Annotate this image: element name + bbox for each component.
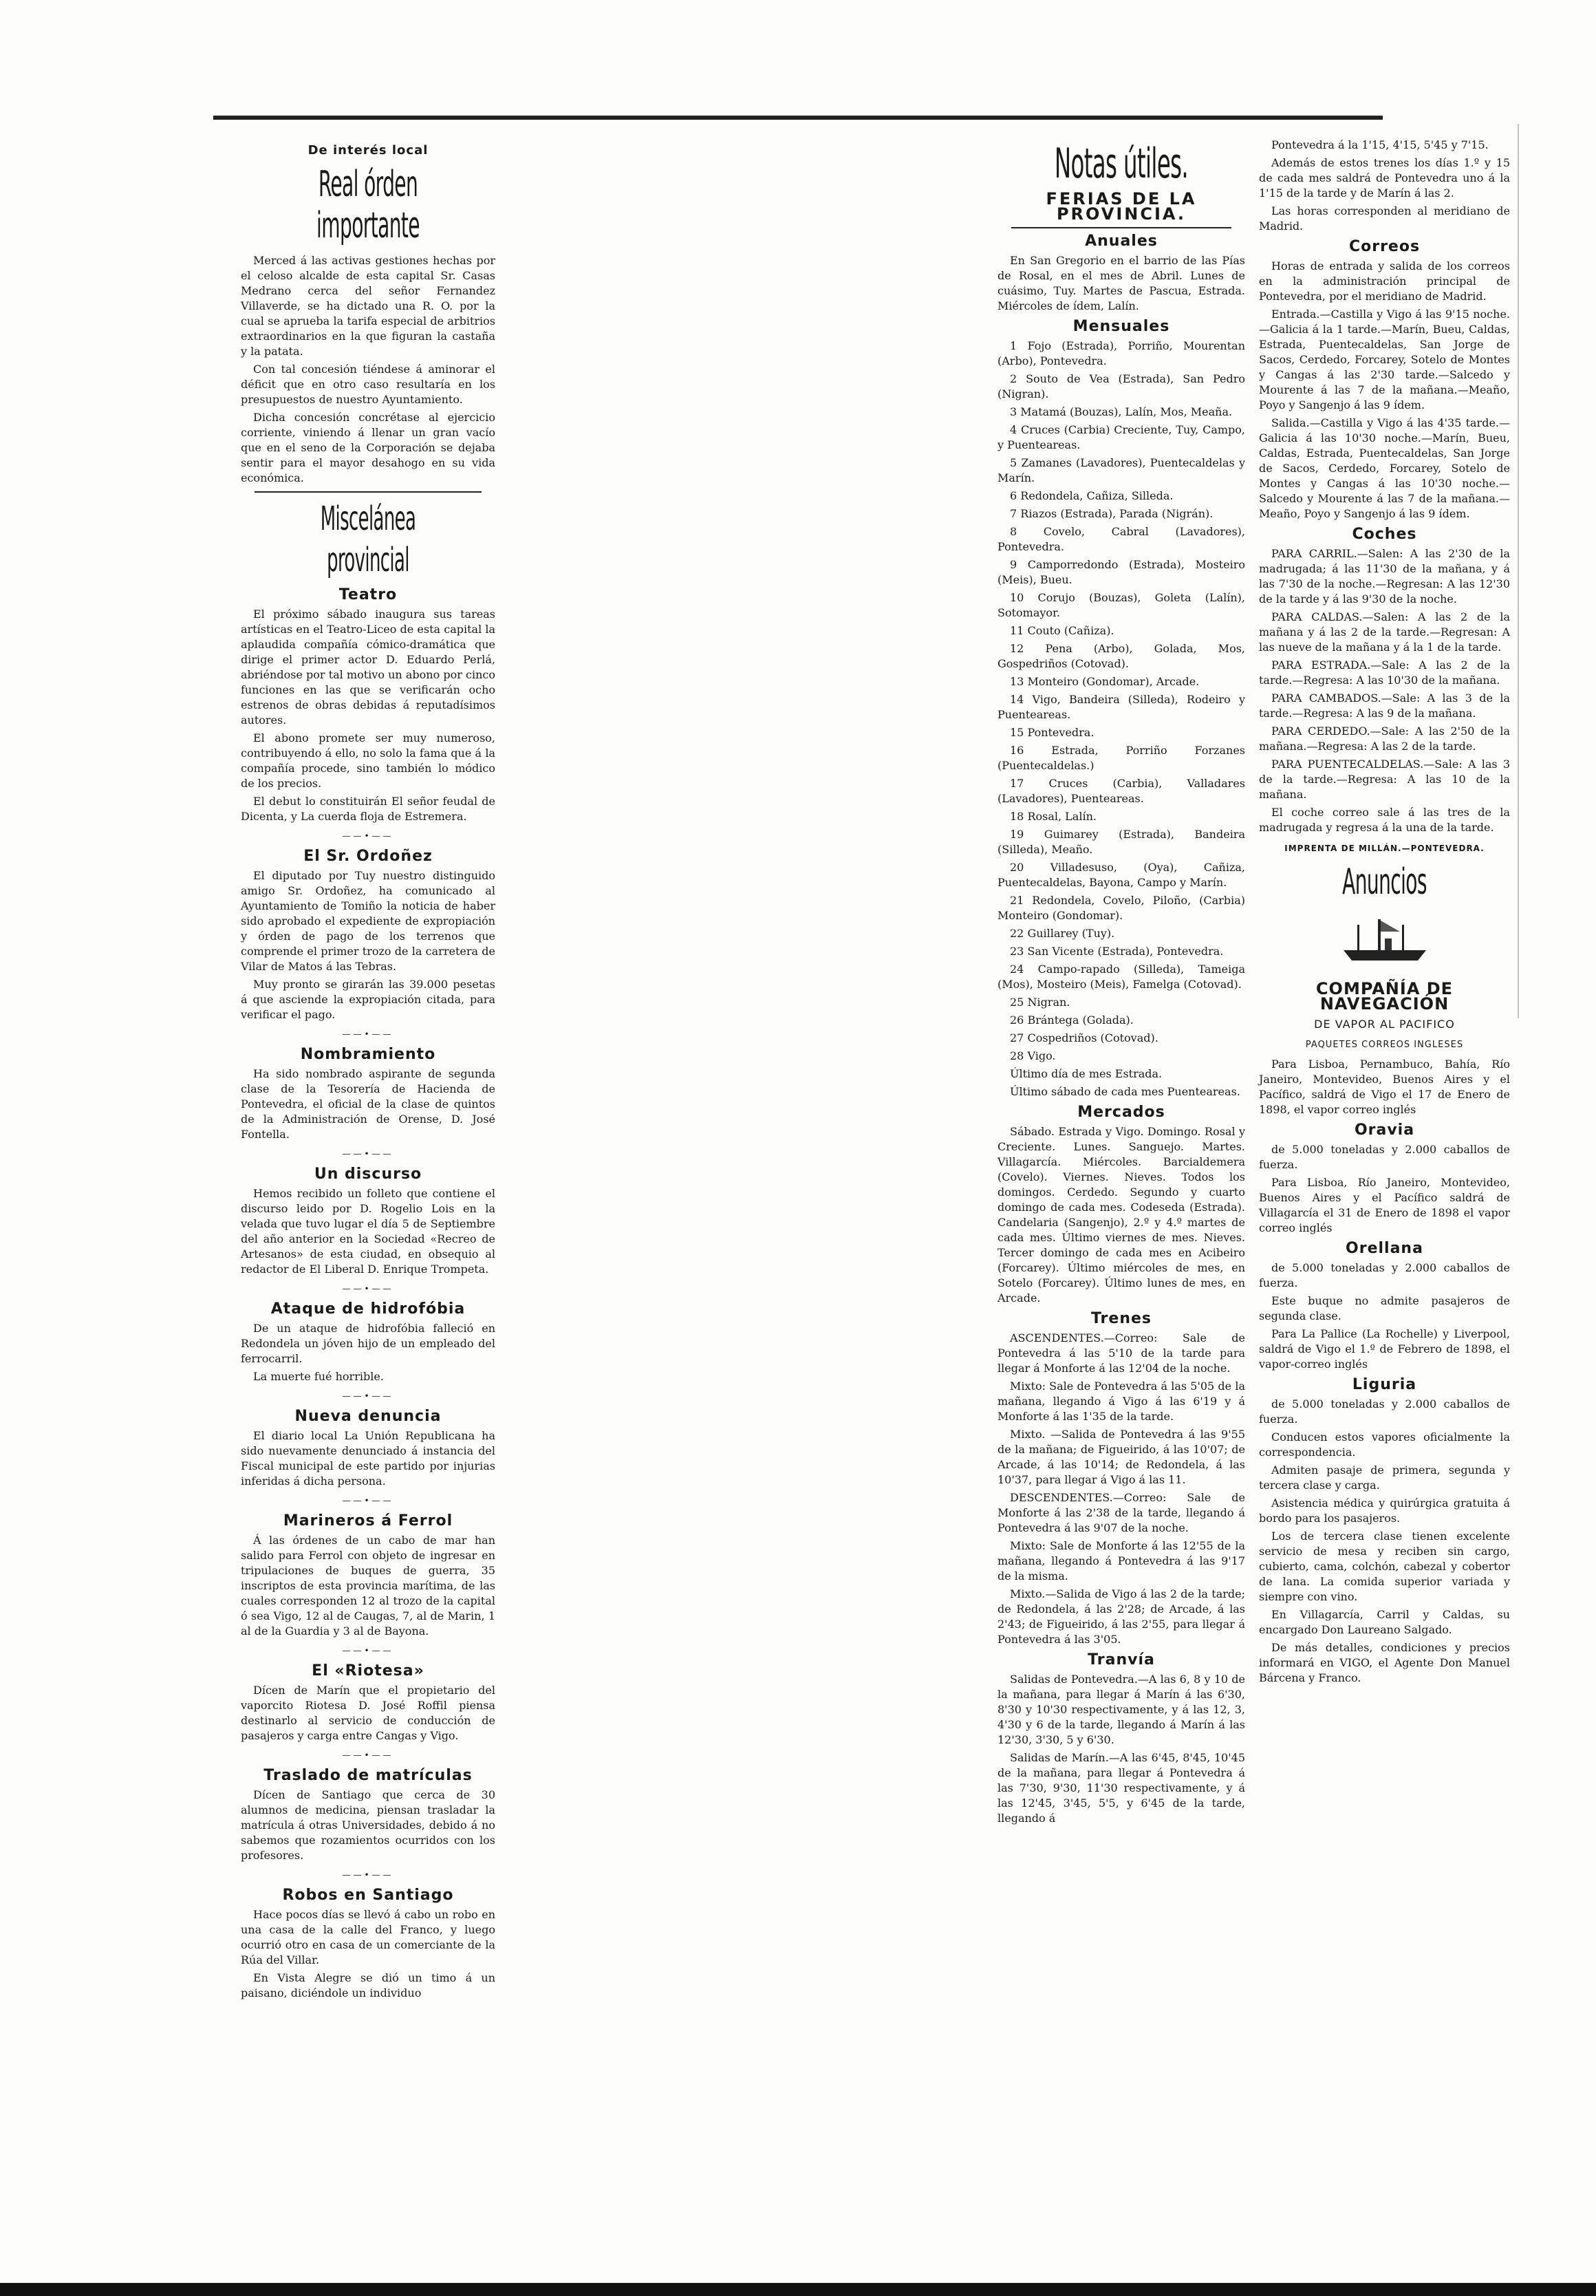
paquetes-note: PAQUETES CORREOS INGLESES [1305,1040,1464,1050]
ship-name-liguria: Liguria [1352,1376,1417,1393]
subheading-mensuales: Mensuales [1072,318,1170,335]
paragraph: Las horas corresponden al meridiano de Madrid. [1259,204,1510,233]
paragraph: El debut lo constituirán El señor feudal de Dicenta, y La cuerda floja de Estremera. [241,795,495,823]
paragraph: ASCENDENTES.—Correo: Sale de Pontevedra á las 5'10 de la tarde para llegar á Monforte á las 12'04 de la noche. [998,1331,1245,1375]
ferias-list [998,339,1245,1099]
feria-item: 13 Monteiro (Gondomar), Arcade. [1010,675,1200,688]
paragraph: Hemos recibido un folleto que contiene el discurso leido por D. Rogelio Lois en la velada que tuvo lugar el día 5 de Septiembre del año anterior en la Sociedad «Recreo de Artesanos» de esta ciudad, en obsequio al redactor de El Liberal D. Enrique Trompeta. [241,1187,495,1276]
feria-item: 7 Riazos (Estrada), Parada (Nigrán). [1010,507,1214,520]
feria-item: 12 Pena (Arbo), Golada, Mos, Gospedriños (Cotovad). [998,642,1245,670]
subheading-denuncia: Nueva denuncia [294,1408,442,1425]
compania-title: COMPAÑÍA DE NAVEGACIÓN [1315,979,1454,1013]
compania-subtitle: DE VAPOR AL PACIFICO [1314,1018,1455,1031]
paragraph: Dicha concesión concrétase al ejercicio corriente, viniendo á llenar un gran vacío que en el seno de la Corporación se dejaba sentir para el mayor desahogo en su vida económica. [241,411,495,484]
divider [1011,227,1231,228]
column-1 [241,138,495,2004]
ship-name-orellana: Orellana [1346,1240,1423,1257]
subheading-ferias: FERIAS DE LA PROVINCIA. [1046,189,1197,224]
paragraph: Muy pronto se girarán las 39.000 pesetas á que asciende la expropiación citada, para verificar el pago. [241,978,495,1021]
paragraph: PARA PUENTECALDELAS.—Sale: A las 3 de la tarde.—Regresa: A las 10 de la mañana. [1259,758,1510,801]
paragraph: Dícen de Marín que el propietario del vaporcito Riotesa D. José Roffil piensa destinarlo al servicio de conducción de pasajeros y carga entre Cangas y Vigo. [241,1684,495,1742]
ornament-divider: ——•—— [342,831,394,841]
paragraph: De un ataque de hidrofóbia falleció en Redondela un jóven hijo de un empleado del ferrocarril. [241,1322,495,1365]
feria-item: 24 Campo-rapado (Silleda), Tameiga (Mos), Mosteiro (Meis), Famelga (Cotovad). [998,963,1245,991]
feria-item: 25 Nigran. [1010,996,1070,1009]
feria-item: 21 Redondela, Covelo, Piloño, (Carbia) Monteiro (Gondomar). [998,894,1245,922]
feria-item: 15 Pontevedra. [1010,726,1094,739]
subheading-traslado: Traslado de matrículas [263,1767,473,1784]
paragraph: de 5.000 toneladas y 2.000 caballos de fuerza. [1259,1397,1510,1426]
paragraph: PARA CALDAS.—Salen: A las 2 de la mañana y á las 2 de la tarde.—Regresan: A las nueve de la mañana y á la 1 de la tarde. [1259,610,1510,654]
subheading-tranvia: Tranvía [1088,1651,1155,1669]
paragraph: Admiten pasaje de primera, segunda y tercera clase y carga. [1259,1463,1510,1492]
column-4 [998,138,1245,1829]
ornament-divider: ——•—— [342,1029,394,1039]
feria-item: 2 Souto de Vea (Estrada), San Pedro (Nigran). [998,372,1245,400]
feria-item: 5 Zamanes (Lavadores), Puentecaldelas y Marín. [998,456,1245,484]
paragraph: En San Gregorio en el barrio de las Pías de Rosal, en el mes de Abril. Lunes de cuásimo, Tuy. Martes de Pascua, Estrada. Miércoles de ídem, Lalín. [998,254,1245,312]
feria-item: 26 Brántega (Golada). [1010,1013,1134,1027]
ornament-divider: ——•—— [342,1870,394,1880]
paragraph: Mixto.—Salida de Vigo á las 2 de la tarde; de Redondela, á las 2'28; de Arcade, á las 2'43; de Figueirido, á las 2'55, para llegar á Pontevedra á las 3'05. [998,1587,1245,1646]
feria-item: 16 Estrada, Porriño Forzanes (Puentecaldelas.) [998,744,1245,772]
ornament-divider: ——•—— [342,1646,394,1655]
ornament-divider: ——•—— [342,1750,394,1760]
paragraph: PARA CAMBADOS.—Sale: A las 3 de la tarde.—Regresa: A las 9 de la mañana. [1259,691,1510,720]
paragraph: El diputado por Tuy nuestro distinguido amigo Sr. Ordoñez, ha comunicado al Ayuntamiento de Tomiño la noticia de haber sido aprobado el expediente de expropiación y órden de pago de los terrenos que comprende el primer trozo de la carretera de Vilar de Matos á las Tebras. [241,869,495,973]
feria-item: 6 Redondela, Cañiza, Silleda. [1010,489,1174,502]
fold-shadow [1518,124,1519,1018]
subheading-discurso: Un discurso [314,1166,422,1183]
feria-item: 20 Villadesuso, (Oya), Cañiza, Puentecaldelas, Bayona, Campo y Marín. [998,861,1245,889]
subheading-nombramiento: Nombramiento [300,1046,436,1063]
feria-item: 22 Guillarey (Tuy). [1010,927,1115,940]
feria-item: 18 Rosal, Lalín. [1010,810,1097,823]
headline-miscelanea: Miscelánea provincial [320,500,416,579]
paragraph: En Villagarcía, Carril y Caldas, su encargado Don Laureano Salgado. [1259,1608,1510,1636]
paragraph: El coche correo sale á las tres de la madrugada y regresa á la una de la tarde. [1259,806,1510,834]
paragraph: Á las órdenes de un cabo de mar han salido para Ferrol con objeto de ingresar en tripulaciones de buques de guerra, 35 inscriptos de esta provincia marítima, de las cuales corresponden 12 al trozo de la capital ó sea Vigo, 12 al de Caugas, 7, al de Marin, 1 al de la Guardia y 3 al de Bayona. [241,1534,495,1638]
feria-item: 4 Cruces (Carbia) Creciente, Tuy, Campo, y Puenteareas. [998,423,1245,451]
ornament-divider: ——•—— [342,1284,394,1294]
paragraph: Salida.—Castilla y Vigo á las 4'35 tarde.—Galicia á las 10'30 noche.—Marín, Bueu, Caldas, Estrada, Puentecaldelas, San Jorge de Sacos, Cerdedo, Forcarey, Sotelo de Montes y Cangas á las 10'30 noche.—Salcedo y Mourente á las 7 de la mañana.—Meaño, Poyo y Sangenjo á las 9 ídem. [1259,416,1510,520]
paragraph: Dícen de Santiago que cerca de 30 alumnos de medicina, piensan trasladar la matrícula á otras Universidades, debido á no sabemos que rozamientos ocurridos con los profesores. [241,1788,495,1862]
paragraph: Hace pocos días se llevó á cabo un robo en una casa de la calle del Franco, y luego ocurrió otro en casa de un comerciante de la Rúa del Villar. [241,1908,495,1966]
subheading-hidrofobia: Ataque de hidrofóbia [270,1300,466,1318]
ornament-divider: ——•—— [342,1149,394,1159]
paragraph: Con tal concesión tiéndese á aminorar el déficit que en otro caso resultaría en los presupuestos de nuestro Ayuntamiento. [241,363,495,406]
subheading-robos: Robos en Santiago [282,1887,454,1904]
paragraph: Para La Pallice (La Rochelle) y Liverpool, saldrá de Vigo el 1.º de Febrero de 1898, el vapor-correo inglés [1259,1327,1510,1371]
paragraph: De más detalles, condiciones y precios informará en VIGO, el Agente Don Manuel Bárcena y Franco. [1259,1641,1510,1684]
subheading-marineros: Marineros á Ferrol [283,1512,453,1530]
paragraph: La muerte fué horrible. [253,1370,384,1383]
paragraph: Mixto: Sale de Pontevedra á las 5'05 de la mañana, llegando á Vigo á las 6'19 y á Monforte á las 1'35 de la tarde. [998,1380,1245,1423]
feria-item: 19 Guimarey (Estrada), Bandeira (Silleda), Meaño. [998,828,1245,856]
subheading-anuales: Anuales [1085,233,1158,250]
paragraph: En Vista Alegre se dió un timo á un paisano, diciéndole un individuo [241,1971,495,1999]
paragraph: Ha sido nombrado aspirante de segunda clase de la Tesorería de Hacienda de Pontevedra, el oficial de la clase de quintos de la Administración de Orense, D. José Fontella. [241,1067,495,1141]
divider [255,491,482,493]
imprenta-note: IMPRENTA DE MILLÁN.—PONTEVEDRA. [1284,844,1485,853]
feria-item: 27 Cospedriños (Cotovad). [1010,1031,1158,1044]
ornament-divider: ——•—— [342,1496,394,1505]
paragraph: DESCENDENTES.—Correo: Sale de Monforte á las 2'38 de la tarde, llegando á Pontevedra á las 9'07 de la noche. [998,1491,1245,1534]
feria-item: 9 Camporredondo (Estrada), Mosteiro (Meis), Bueu. [998,558,1245,586]
subheading-trenes: Trenes [1090,1310,1152,1327]
paragraph: El diario local La Unión Republicana ha sido nuevamente denunciado á instancia del Fiscal municipal de este partido por injurias inferidas á dicha persona. [241,1429,495,1488]
paragraph: Entrada.—Castilla y Vigo á las 9'15 noche.—Galicia á la 1 tarde.—Marín, Bueu, Caldas, Estrada, Puentecaldelas, San Jorge de Sacos, Cerdedo, Forcarey, Sotelo de Montes y Cangas á las 2'30 tarde.—Salcedo y Mourente á las 7 de la mañana.—Meaño, Poyo y Sangenjo á las 9 ídem. [1259,308,1510,411]
subheading-coches: Coches [1352,526,1417,543]
paragraph: PARA CERDEDO.—Sale: A las 2'50 de la mañana.—Regresa: A las 2 de la tarde. [1259,725,1510,753]
feria-item: 14 Vigo, Bandeira (Silleda), Rodeiro y Puenteareas. [998,693,1245,721]
feria-item: 11 Couto (Cañiza). [1010,624,1114,637]
paragraph: Además de estos trenes los días 1.º y 15 de cada mes saldrá de Pontevedra uno á la 1'15 de la tarde y de Marín á las 2. [1259,156,1510,200]
ornament-divider: ——•—— [342,1391,394,1401]
paragraph: PARA ESTRADA.—Sale: A las 2 de la tarde.—Regresa: A las 10'30 de la mañana. [1259,658,1510,687]
paragraph: Mixto. —Salida de Pontevedra á las 9'55 de la mañana; de Figueirido, á las 10'07; de Arcade, á las 10'14; de Redondela, á las 10'37, para llegar á Vigo á las 11. [998,1428,1245,1486]
paragraph: El próximo sábado inaugura sus tareas artísticas en el Teatro-Liceo de esta capital la aplaudida compañía cómico-dramática que dirige el primer actor D. Eduardo Perlá, abriéndose por tal motivo un abono por cinco funciones en las que se verificarán ocho estrenos de obras debidas á reputadísimos autores. [241,608,495,727]
subheading-teatro: Teatro [338,586,398,603]
feria-item: 10 Corujo (Bouzas), Goleta (Lalín), Sotomayor. [998,591,1245,619]
paragraph: Asistencia médica y quirúrgica gratuita á bordo para los pasajeros. [1259,1496,1510,1525]
feria-item: Último sábado de cada mes Puenteareas. [1010,1085,1240,1098]
subheading-riotesa: El «Riotesa» [312,1662,424,1680]
feria-item: 17 Cruces (Carbia), Valladares (Lavadores), Puenteareas. [998,777,1245,805]
feria-item: 23 San Vicente (Estrada), Pontevedra. [1010,945,1224,958]
column-5 [1259,138,1510,1688]
paragraph: Para Lisboa, Pernambuco, Bahía, Río Janeiro, Montevideo, Buenos Aires y el Pacífico, saldrá de Vigo el 17 de Enero de 1898, el vapor correo inglés [1259,1058,1510,1116]
paragraph: Merced á las activas gestiones hechas por el celoso alcalde de esta capital Sr. Casas Medrano cerca del señor Fernandez Villaverde, se ha dictado una R. O. por la cual se aprueba la tarifa especial de arbitrios extraordinarios en la que figuran la castaña y la patata. [241,254,495,358]
paragraph: Para Lisboa, Río Janeiro, Montevideo, Buenos Aires y el Pacífico saldrá de Villagarcía el 31 de Enero de 1898 el vapor correo inglés [1259,1176,1510,1234]
ship-name-oravia: Oravia [1354,1122,1415,1139]
paragraph: Sábado. Estrada y Vigo. Domingo. Rosal y Creciente. Lunes. Sanguejo. Martes. Villagarcía. Miércoles. Barcialdemera (Covelo). Viernes. Nieves. Todos los domingos. Cerdedo. Segundo y cuarto domingo de cada mes. Codeseda (Estrada). Candelaria (Sangenjo), 2.º y 4.º martes de cada mes. Último viernes de mes. Nieves. Tercer domingo de cada mes en Acibeiro (Forcarey). Último miércoles de mes, en Sotelo (Forcarey). Último lunes de mes, en Arcade. [998,1125,1245,1305]
feria-item: 8 Covelo, Cabral (Lavadores), Pontevedra. [998,525,1245,553]
bottom-edge [0,2283,1596,2296]
paragraph: Salidas de Pontevedra.—A las 6, 8 y 10 de la mañana, para llegar á Marín á las 6'30, 8'30 y 10'30 respectivamente, y á las 12, 3, 4'30 y 6 de la tarde, llegando á Marín á las 12'30, 3'30, 5 y 6'30. [998,1673,1245,1746]
paragraph: Salidas de Marín.—A las 6'45, 8'45, 10'45 de la mañana, para llegar á Pontevedra á las 7'30, 9'30, 11'30 respectivamente, y á las 12'45, 3'45, 5'5, y 6'45 de la tarde, llegando á [998,1751,1245,1825]
feria-item: Último día de mes Estrada. [1010,1067,1163,1080]
paragraph: Este buque no admite pasajeros de segunda clase. [1259,1294,1510,1322]
subheading-correos: Correos [1348,238,1421,255]
headline-anuncios: Anuncios [1342,861,1427,903]
feria-item: 1 Fojo (Estrada), Porriño, Mourentan (Arbo), Pontevedra. [998,339,1245,367]
feria-item: 3 Matamá (Bouzas), Lalín, Mos, Meaña. [1010,405,1233,418]
paragraph: Horas de entrada y salida de los correos en la administración principal de Pontevedra, por el meridiano de Madrid. [1259,259,1510,303]
paragraph: de 5.000 toneladas y 2.000 caballos de fuerza. [1259,1143,1510,1171]
section-heading: De interés local [308,143,429,158]
top-rule [213,116,1383,120]
paragraph: Pontevedra á la 1'15, 4'15, 5'45 y 7'15. [1271,138,1489,151]
paragraph: Los de tercera clase tienen excelente servicio de mesa y reciben sin cargo, cubierto, cama, colchón, cabezal y cobertor de lana. La comida superior variada y siempre con vino. [1259,1530,1510,1603]
paragraph: de 5.000 toneladas y 2.000 caballos de fuerza. [1259,1261,1510,1289]
paragraph: Conducen estos vapores oficialmente la correspondencia. [1259,1430,1510,1459]
paragraph: El abono promete ser muy numeroso, contribuyendo á ello, no solo la fama que á la compañía procede, sino también lo módico de los precios. [241,731,495,790]
headline-notas: Notas útiles. [1054,140,1189,188]
subheading-ordonez: El Sr. Ordoñez [303,848,433,865]
headline-real-orden: Real órden importante [316,164,420,246]
paragraph: Mixto: Sale de Monforte á las 12'55 de la mañana, llegando á Pontevedra á las 9'17 de la misma. [998,1539,1245,1582]
subheading-mercados: Mercados [1077,1104,1165,1121]
feria-item: 28 Vigo. [1010,1049,1056,1062]
paragraph: PARA CARRIL.—Salen: A las 2'30 de la madrugada; á las 11'30 de la mañana, y á las 7'30 de la noche.—Regresan: A las 12'30 de la tarde y á las 9'30 de la noche. [1259,547,1510,605]
ship-icon [1259,912,1510,972]
